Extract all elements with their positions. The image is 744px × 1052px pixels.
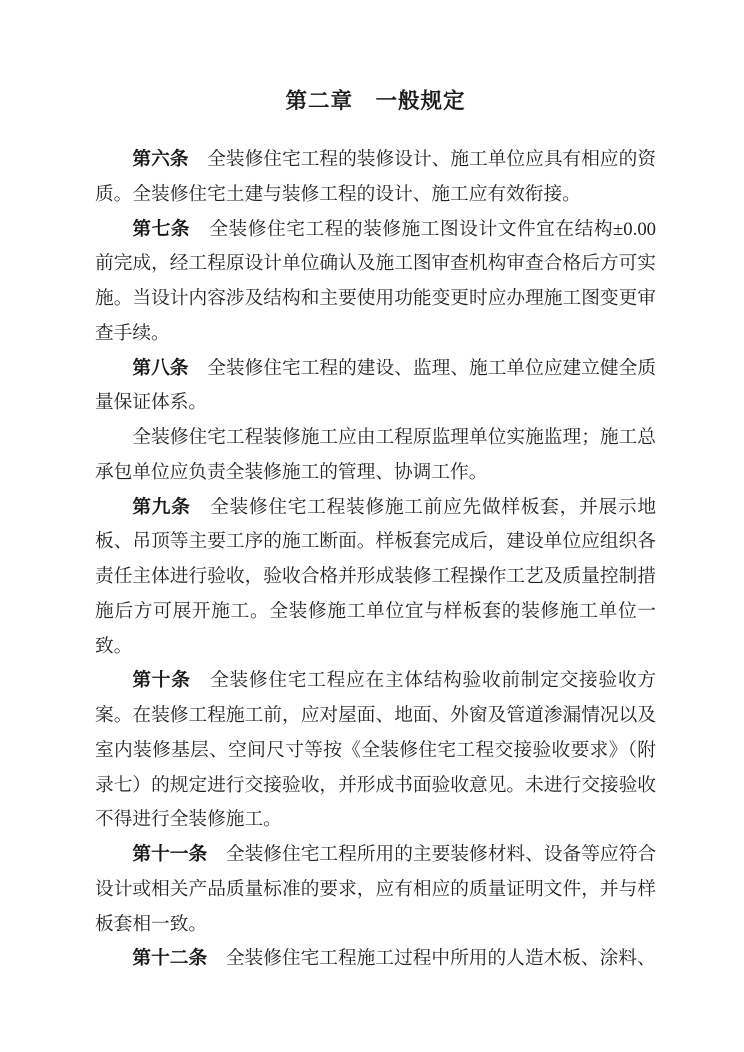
article-number: 第九条 xyxy=(132,496,191,518)
paragraph-text: 全装修住宅工程装修施工应由工程原监理单位实施监理；施工总承包单位应负责全装修施工的管理、协调工作。 xyxy=(95,427,656,483)
paragraph xyxy=(95,838,656,942)
article-number: 第十一条 xyxy=(132,844,208,865)
paragraph xyxy=(95,352,656,422)
paragraph-text: 全装修住宅工程的装修设计、施工单位应具有相应的资质。全装修住宅土建与装修工程的设计、施工应有效衔接。 xyxy=(95,149,657,205)
paragraph xyxy=(95,213,656,352)
paragraph xyxy=(95,942,656,977)
paragraph xyxy=(95,664,656,838)
paragraph-text: 全装修住宅工程的装修施工图设计文件宜在结构±0.00前完成，经工程原设计单位确认及施工图审查机构审查合格后方可实施。当设计内容涉及结构和主要使用功能变更时应办理施工图变更审查手续。 xyxy=(95,218,657,344)
paragraph xyxy=(95,421,656,491)
article-number: 第十二条 xyxy=(132,948,208,970)
article-number: 第十条 xyxy=(132,670,191,692)
paragraph-text: 全装修住宅工程装修施工前应先做样板套，并展示地板、吊顶等主要工序的施工断面。样板套完成后，建设单位应组织各责任主体进行验收，验收合格并形成装修工程操作工艺及质量控制措施后方可展开施工。全装修施工单位宜与样板套的装修施工单位一致。 xyxy=(95,496,657,657)
article-number: 第七条 xyxy=(132,218,191,240)
paragraph xyxy=(95,143,656,213)
paragraph-text: 全装修住宅工程的建设、监理、施工单位应建立健全质量保证体系。 xyxy=(95,357,657,414)
chapter-title: 第二章 一般规定 xyxy=(285,89,466,113)
article-number: 第八条 xyxy=(132,357,189,379)
paragraph xyxy=(95,491,656,665)
paragraph-text: 全装修住宅工程施工过程中所用的人造木板、涂料、 xyxy=(225,948,656,970)
article-number: 第六条 xyxy=(132,149,189,170)
paragraph-text: 全装修住宅工程应在主体结构验收前制定交接验收方案。在装修工程施工前，应对屋面、地面、外窗及管道渗漏情况以及室内装修基层、空间尺寸等按《全装修住宅工程交接验收要求》（附录七）的规定进行交接验收，并形成书面验收意见。未进行交接验收不得进行全装修施工。 xyxy=(95,670,657,831)
paragraph-text: 全装修住宅工程所用的主要装修材料、设备等应符合设计或相关产品质量标准的要求，应有相应的质量证明文件，并与样板套相一致。 xyxy=(95,844,657,935)
document-body xyxy=(95,143,656,977)
